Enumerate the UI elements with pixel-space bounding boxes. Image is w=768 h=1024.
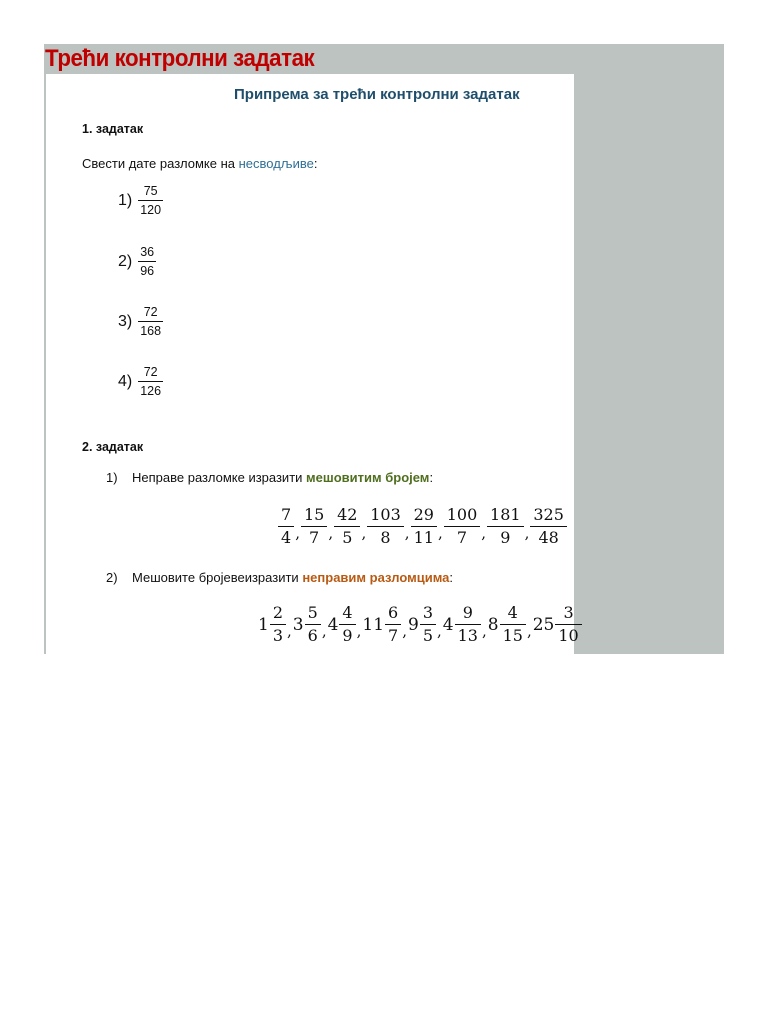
comma-separator: , (404, 523, 410, 542)
denominator: 48 (538, 528, 559, 547)
fraction (138, 365, 163, 398)
denominator: 4 (281, 528, 292, 547)
fraction (367, 506, 404, 547)
task2-part2-instruction (106, 570, 453, 585)
fraction (339, 604, 355, 645)
numerator: 72 (143, 365, 158, 379)
task2-part1-instruction (106, 470, 433, 485)
fraction-bar (411, 526, 437, 527)
task1-instruction-text: Свести дате разломке на (82, 156, 239, 171)
numerator: 103 (370, 505, 401, 524)
whole-part: 4 (442, 614, 454, 635)
mixed-number (362, 604, 401, 645)
comma-separator: , (526, 621, 532, 640)
denominator: 5 (422, 626, 434, 645)
fraction (385, 604, 401, 645)
denominator: 168 (140, 324, 162, 338)
denominator: 9 (342, 626, 353, 645)
numerator: 5 (307, 603, 318, 622)
numerator: 75 (143, 184, 158, 198)
denominator: 96 (140, 264, 155, 278)
fraction-bar (367, 526, 404, 527)
fraction-bar (420, 624, 436, 625)
worksheet-page (46, 74, 579, 654)
fraction (555, 604, 581, 645)
part-number: 2) (106, 570, 118, 585)
fraction (334, 506, 360, 547)
fraction (270, 604, 286, 645)
task1-instruction (82, 156, 317, 171)
task1-item (118, 184, 163, 217)
numerator: 9 (462, 603, 473, 622)
comma-separator: , (361, 523, 367, 542)
numerator: 100 (446, 505, 478, 524)
fraction-bar (555, 624, 581, 625)
denominator: 3 (272, 626, 284, 645)
mixed-number (488, 604, 526, 645)
numerator: 29 (413, 505, 434, 524)
mixed-number (293, 604, 321, 645)
item-number: 4) (118, 372, 133, 390)
denominator: 15 (502, 626, 523, 645)
numerator: 3 (563, 603, 574, 622)
denominator: 11 (413, 528, 434, 547)
denominator: 6 (307, 626, 318, 645)
numerator: 6 (388, 603, 399, 622)
fraction-bar (138, 200, 163, 201)
part1-highlight: мешовитим бројем (306, 470, 430, 485)
task1-instruction-highlight: несводљиве (238, 156, 314, 171)
comma-separator: , (481, 523, 487, 542)
task1-item (118, 245, 156, 278)
task1-item (118, 365, 163, 398)
item-number: 3) (118, 312, 133, 330)
comma-separator: , (328, 523, 334, 542)
comma-separator: , (356, 621, 362, 640)
fraction (455, 604, 481, 645)
denominator: 10 (558, 626, 579, 645)
comma-separator: , (437, 523, 443, 542)
fraction (500, 604, 526, 645)
whole-part: 3 (292, 614, 304, 635)
task1-heading: 1. задатак (82, 122, 144, 136)
fraction-bar (138, 261, 156, 262)
numerator: 325 (533, 505, 564, 524)
fraction (305, 604, 321, 645)
denominator: 126 (140, 384, 162, 398)
mixed-number (328, 604, 356, 645)
mixed-number (443, 604, 481, 645)
whole-part: 8 (487, 614, 499, 635)
worksheet-title: Припрема за трећи контролни задатак (234, 86, 520, 103)
fraction-bar (444, 526, 481, 527)
fraction (530, 506, 567, 547)
whole-part: 1 (258, 614, 269, 635)
numerator: 3 (422, 603, 434, 622)
part2-end: : (449, 570, 454, 585)
comma-separator: , (402, 621, 407, 640)
denominator: 13 (457, 626, 478, 645)
fraction (301, 506, 327, 547)
numerator: 2 (272, 603, 284, 622)
whole-part: 11 (362, 614, 385, 635)
fraction-bar (138, 381, 163, 382)
comma-separator: , (321, 621, 327, 640)
numerator: 42 (337, 505, 358, 524)
fraction-bar (339, 624, 355, 625)
item-number: 2) (118, 252, 133, 270)
numerator: 15 (303, 505, 325, 524)
numerator: 4 (342, 603, 353, 622)
fraction-bar (500, 624, 526, 625)
fraction (444, 506, 481, 547)
denominator: 8 (380, 528, 391, 547)
fraction (278, 506, 294, 547)
improper-fractions-row (278, 506, 567, 547)
fraction-bar (301, 526, 327, 527)
numerator: 7 (281, 505, 292, 524)
comma-separator: , (437, 621, 442, 640)
fraction-bar (138, 321, 163, 322)
fraction-bar (530, 526, 567, 527)
part1-text: Неправе разломке изразити (132, 470, 307, 485)
denominator: 120 (140, 203, 162, 217)
denominator: 7 (309, 528, 320, 547)
banner-title: Трећи контролни задатак (45, 45, 315, 72)
fraction-bar (385, 624, 401, 625)
numerator: 36 (140, 245, 155, 259)
document-slide (44, 44, 724, 654)
numerator: 181 (490, 505, 521, 524)
denominator: 7 (388, 626, 399, 645)
fraction-bar (270, 624, 286, 625)
whole-part: 25 (532, 614, 555, 635)
fraction (420, 604, 436, 645)
mixed-number (258, 604, 286, 645)
fraction-bar (334, 526, 360, 527)
numerator: 72 (143, 305, 158, 319)
numerator: 4 (507, 603, 518, 622)
fraction-bar (455, 624, 481, 625)
fraction-bar (305, 624, 321, 625)
denominator: 7 (456, 528, 468, 547)
fraction (138, 245, 156, 278)
fraction-bar (487, 526, 524, 527)
comma-separator: , (295, 523, 300, 542)
fraction (411, 506, 437, 547)
mixed-numbers-row (258, 604, 582, 645)
part1-end: : (429, 470, 434, 485)
fraction (487, 506, 524, 547)
fraction (138, 305, 163, 338)
comma-separator: , (481, 621, 487, 640)
fraction (138, 184, 163, 217)
comma-separator: , (524, 523, 530, 542)
mixed-number (533, 604, 582, 645)
comma-separator: , (287, 621, 292, 640)
whole-part: 4 (327, 614, 339, 635)
part-number: 1) (106, 470, 118, 485)
part2-highlight: неправим разломцима (302, 570, 450, 585)
whole-part: 9 (408, 614, 419, 635)
item-number: 1) (118, 191, 133, 209)
task1-item (118, 305, 163, 338)
task1-instruction-end: : (313, 156, 318, 171)
part2-text: Мешовите бројевеизразити (132, 570, 303, 585)
fraction-bar (278, 526, 294, 527)
task2-heading: 2. задатак (82, 440, 144, 454)
denominator: 9 (500, 528, 511, 547)
mixed-number (408, 604, 436, 645)
denominator: 5 (342, 528, 353, 547)
